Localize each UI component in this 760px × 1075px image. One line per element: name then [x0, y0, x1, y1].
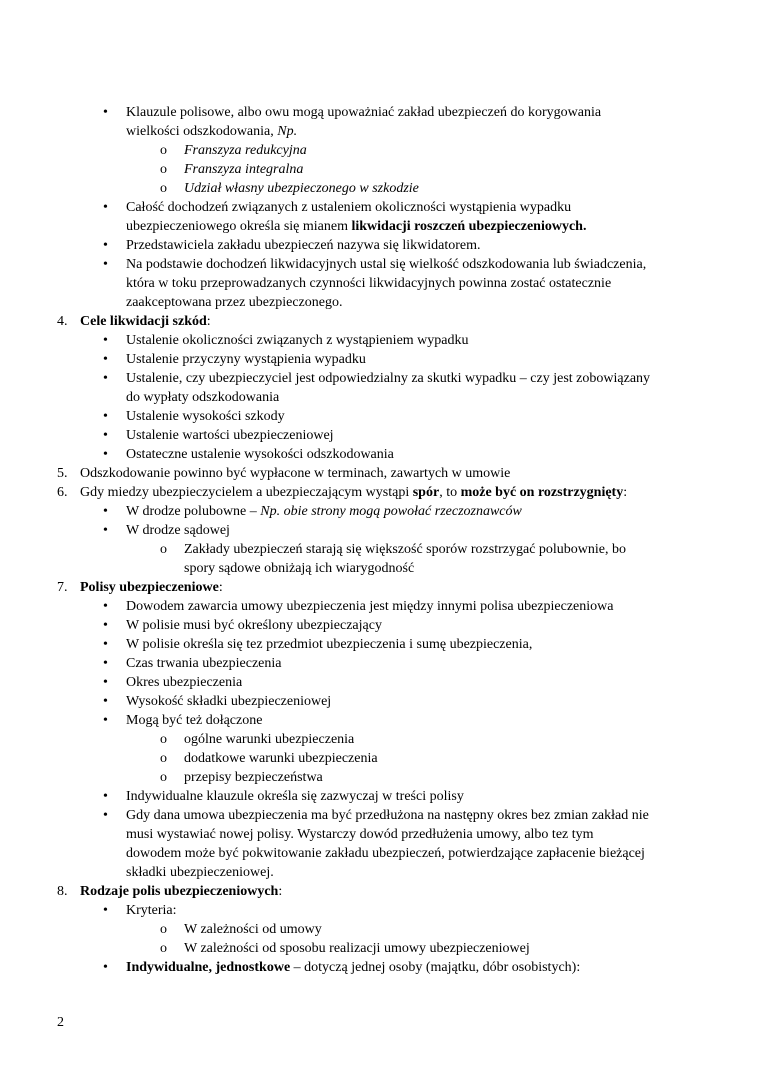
list-item	[0, 521, 760, 540]
bullet: •	[103, 713, 108, 728]
sub-list-item	[0, 920, 760, 939]
text-line: składki ubezpieczeniowej.	[126, 865, 274, 880]
text-line: Franszyza redukcyjna	[184, 143, 307, 158]
bullet: •	[103, 656, 108, 671]
text-line: Odszkodowanie powinno być wypłacone w terminach, zawartych w umowie	[80, 466, 511, 481]
text-line: która w toku przeprowadzanych czynności likwidacyjnych powinna zostać ostatecznie	[126, 276, 612, 291]
bullet: •	[103, 238, 108, 253]
list-number: 6.	[57, 485, 68, 500]
list-item	[0, 616, 760, 635]
list-item-continuation	[0, 863, 760, 882]
text-line: Franszyza integralna	[184, 162, 304, 177]
list-item-continuation	[0, 844, 760, 863]
list-item	[0, 350, 760, 369]
text-line: Całość dochodzeń związanych z ustaleniem okoliczności wystąpienia wypadku	[126, 200, 572, 215]
bullet: •	[103, 504, 108, 519]
list-item	[0, 673, 760, 692]
text-line: przepisy bezpieczeństwa	[184, 770, 323, 785]
sub-list-item	[0, 749, 760, 768]
bullet: •	[103, 808, 108, 823]
text-line: Kryteria:	[126, 903, 177, 918]
list-item	[0, 426, 760, 445]
list-item	[0, 502, 760, 521]
list-number: 7.	[57, 580, 68, 595]
numbered-heading	[0, 882, 760, 901]
list-item	[0, 236, 760, 255]
bullet: •	[103, 409, 108, 424]
numbered-heading	[0, 578, 760, 597]
numbered-item	[0, 483, 760, 502]
text-line: Na podstawie dochodzeń likwidacyjnych ustal się wielkość odszkodowania lub świadczenia,	[126, 257, 647, 272]
text-line: do wypłaty odszkodowania	[126, 390, 280, 405]
list-item	[0, 445, 760, 464]
text-line: Ostateczne ustalenie wysokości odszkodowania	[126, 447, 394, 462]
list-item	[0, 654, 760, 673]
text-line: W drodze sądowej	[126, 523, 230, 538]
list-item	[0, 806, 760, 825]
list-item	[0, 255, 760, 274]
text-line: dodatkowe warunki ubezpieczenia	[184, 751, 378, 766]
list-item-continuation	[0, 825, 760, 844]
list-number: 8.	[57, 884, 68, 899]
text-line: Indywidualne, jednostkowe – dotyczą jednej osoby (majątku, dóbr osobistych):	[126, 960, 581, 975]
sub-bullet: o	[160, 751, 167, 766]
sub-list-item	[0, 141, 760, 160]
bullet: •	[103, 694, 108, 709]
bullet: •	[103, 257, 108, 272]
bullet: •	[103, 428, 108, 443]
list-item-continuation	[0, 217, 760, 236]
text-line: musi wystawiać nowej polisy. Wystarczy dowód przedłużenia umowy, albo tez tym	[126, 827, 594, 842]
sub-bullet: o	[160, 143, 167, 158]
text-line: W zależności od umowy	[184, 922, 322, 937]
text-line: Ustalenie przyczyny wystąpienia wypadku	[126, 352, 366, 367]
text-line: ogólne warunki ubezpieczenia	[184, 732, 355, 747]
list-item-continuation	[0, 122, 760, 141]
bullet: •	[103, 675, 108, 690]
list-item	[0, 597, 760, 616]
list-item	[0, 787, 760, 806]
text-line: Wysokość składki ubezpieczeniowej	[126, 694, 332, 709]
bullet: •	[103, 599, 108, 614]
bullet: •	[103, 637, 108, 652]
sub-list-item	[0, 939, 760, 958]
bullet: •	[103, 447, 108, 462]
sub-list-item	[0, 730, 760, 749]
sub-bullet: o	[160, 181, 167, 196]
list-item-continuation	[0, 388, 760, 407]
bullet: •	[103, 200, 108, 215]
text-line: Ustalenie wartości ubezpieczeniowej	[126, 428, 334, 443]
text-line: Mogą być też dołączone	[126, 713, 263, 728]
list-item	[0, 331, 760, 350]
numbered-item	[0, 464, 760, 483]
list-item	[0, 901, 760, 920]
heading-text: Polisy ubezpieczeniowe:	[80, 580, 223, 595]
list-item-continuation	[0, 293, 760, 312]
sub-list-item	[0, 179, 760, 198]
sub-list-item	[0, 768, 760, 787]
text-line: ubezpieczeniowego określa się mianem likwidacji roszczeń ubezpieczeniowych.	[126, 219, 587, 234]
list-item	[0, 407, 760, 426]
text-line: Dowodem zawarcia umowy ubezpieczenia jest między innymi polisa ubezpieczeniowa	[126, 599, 614, 614]
text-line: Indywidualne klauzule określa się zazwyczaj w treści polisy	[126, 789, 464, 804]
sub-bullet: o	[160, 922, 167, 937]
text-line: dowodem może być pokwitowanie zakładu ubezpieczeń, potwierdzające zapłacenie bieżącej	[126, 846, 645, 861]
text-line: Czas trwania ubezpieczenia	[126, 656, 282, 671]
list-item-continuation	[0, 274, 760, 293]
text-line: Przedstawiciela zakładu ubezpieczeń nazywa się likwidatorem.	[126, 238, 481, 253]
sub-list-item	[0, 540, 760, 559]
bullet: •	[103, 618, 108, 633]
list-item	[0, 635, 760, 654]
text-line: W polisie musi być określony ubezpieczający	[126, 618, 382, 633]
sub-bullet: o	[160, 770, 167, 785]
list-item	[0, 103, 760, 122]
numbered-heading	[0, 312, 760, 331]
sub-bullet: o	[160, 732, 167, 747]
sub-list-item-continuation	[0, 559, 760, 578]
text-line: W drodze polubowne – Np. obie strony mogą powołać rzeczoznawców	[126, 504, 522, 519]
bullet: •	[103, 903, 108, 918]
text-line: W polisie określa się tez przedmiot ubezpieczenia i sumę ubezpieczenia,	[126, 637, 533, 652]
list-item	[0, 369, 760, 388]
text-line: Klauzule polisowe, albo owu mogą upoważniać zakład ubezpieczeń do korygowania	[126, 105, 602, 120]
bullet: •	[103, 371, 108, 386]
text-line: Ustalenie, czy ubezpieczyciel jest odpowiedzialny za skutki wypadku – czy jest zobowiązany	[126, 371, 651, 386]
bullet: •	[103, 352, 108, 367]
sub-bullet: o	[160, 542, 167, 557]
text-line: Okres ubezpieczenia	[126, 675, 243, 690]
text-line: Udział własny ubezpieczonego w szkodzie	[184, 181, 419, 196]
text-line: wielkości odszkodowania, Np.	[126, 124, 298, 139]
list-item	[0, 958, 760, 977]
text-line: spory sądowe obniżają ich wiarygodność	[184, 561, 415, 576]
text-line: zaakceptowana przez ubezpieczonego.	[126, 295, 343, 310]
heading-text: Cele likwidacji szkód:	[80, 314, 211, 329]
bullet: •	[103, 960, 108, 975]
text-line: W zależności od sposobu realizacji umowy ubezpieczeniowej	[184, 941, 530, 956]
heading-text: Rodzaje polis ubezpieczeniowych:	[80, 884, 283, 899]
page-number: 2	[57, 1015, 64, 1030]
bullet: •	[103, 789, 108, 804]
bullet: •	[103, 523, 108, 538]
bullet: •	[103, 105, 108, 120]
text-line: Gdy dana umowa ubezpieczenia ma być przedłużona na następny okres bez zmian zakład nie	[126, 808, 649, 823]
list-number: 4.	[57, 314, 68, 329]
sub-bullet: o	[160, 162, 167, 177]
text-line: Zakłady ubezpieczeń starają się większość sporów rozstrzygać polubownie, bo	[184, 542, 627, 557]
text-line: Ustalenie okoliczności związanych z wystąpieniem wypadku	[126, 333, 469, 348]
document-page	[0, 103, 760, 977]
list-item	[0, 692, 760, 711]
sub-bullet: o	[160, 941, 167, 956]
list-item	[0, 198, 760, 217]
bullet: •	[103, 333, 108, 348]
list-number: 5.	[57, 466, 68, 481]
sub-list-item	[0, 160, 760, 179]
text-line: Gdy miedzy ubezpieczycielem a ubezpieczającym wystąpi spór, to może być on rozstrzygnięty:	[80, 485, 628, 500]
list-item	[0, 711, 760, 730]
text-line: Ustalenie wysokości szkody	[126, 409, 285, 424]
